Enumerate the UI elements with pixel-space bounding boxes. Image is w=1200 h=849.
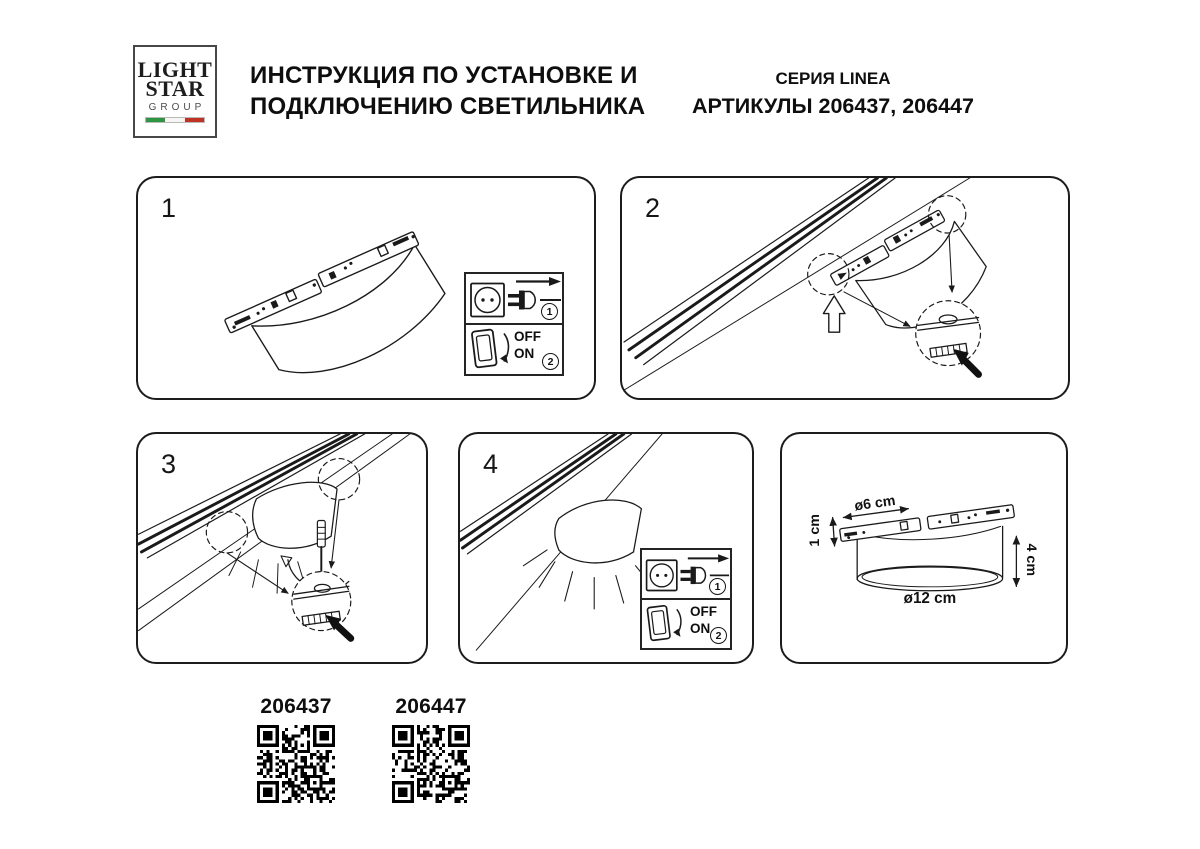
detail-highlight-circle-right bbox=[318, 459, 359, 500]
flag-red-stripe bbox=[185, 118, 204, 122]
qr-code-image bbox=[392, 725, 470, 803]
light-rays bbox=[229, 552, 306, 593]
logo-group-text: GROUP bbox=[148, 102, 206, 113]
italy-flag bbox=[145, 117, 205, 123]
adapter-height-arrow bbox=[833, 518, 835, 547]
locking-screw-drawing bbox=[138, 434, 426, 662]
page-title-line1: ИНСТРУКЦИЯ ПО УСТАНОВКЕ И bbox=[250, 62, 638, 89]
qr-article-label: 206437 bbox=[260, 695, 332, 718]
step-circle-2: 2 bbox=[710, 627, 727, 644]
step-circle-1: 1 bbox=[709, 578, 726, 595]
step-number: 4 bbox=[483, 449, 499, 479]
flag-green-stripe bbox=[146, 118, 165, 122]
push-up-arrow-icon bbox=[823, 296, 845, 332]
logo-light-text: LIGHT bbox=[137, 57, 213, 82]
step-circle-1: 1 bbox=[541, 303, 558, 320]
step-number: 3 bbox=[161, 449, 177, 479]
flag-white-stripe bbox=[165, 118, 184, 122]
page-title-line2: ПОДКЛЮЧЕНИЮ СВЕТИЛЬНИКА bbox=[250, 93, 646, 120]
off-label: OFF bbox=[514, 329, 541, 344]
qr-article-label: 206447 bbox=[395, 695, 467, 718]
series-label: СЕРИЯ LINEA bbox=[775, 69, 891, 88]
step-4-panel bbox=[458, 432, 754, 664]
dim-body-height-label: 4 cm bbox=[1023, 543, 1040, 577]
dim-body-diameter-label: ø12 cm bbox=[903, 590, 957, 608]
on-label: ON bbox=[690, 621, 711, 636]
step-number: 2 bbox=[645, 193, 661, 223]
dimensions-panel bbox=[780, 432, 1068, 664]
off-label: OFF bbox=[690, 604, 717, 619]
switch-on-instruction bbox=[642, 600, 730, 648]
logo-star-text: STAR bbox=[145, 76, 205, 101]
dim-adapter-width-label: ø6 cm bbox=[853, 492, 897, 515]
step-circle-2: 2 bbox=[542, 353, 559, 370]
switch-off-instruction bbox=[466, 325, 562, 374]
step-number: 1 bbox=[161, 193, 177, 223]
dimensions-drawing bbox=[782, 434, 1066, 662]
page-title bbox=[250, 60, 645, 122]
luminaire-body bbox=[555, 500, 642, 563]
lightstar-logo bbox=[133, 45, 217, 138]
on-label: ON bbox=[514, 346, 535, 361]
power-on-inset bbox=[640, 548, 732, 650]
step-2-panel bbox=[620, 176, 1070, 400]
track-mounting-drawing bbox=[622, 178, 1068, 398]
dim-adapter-height-label: 1 cm bbox=[806, 514, 823, 547]
qr-code-image bbox=[257, 725, 335, 803]
step-3-panel bbox=[136, 432, 428, 664]
power-off-inset bbox=[464, 272, 564, 376]
detail-highlight-circle-left bbox=[206, 512, 247, 553]
ceiling-track bbox=[624, 178, 970, 390]
connector-detail-zoom bbox=[292, 572, 351, 631]
plug-in-instruction bbox=[642, 550, 730, 600]
unplug-instruction bbox=[466, 274, 562, 325]
connector-detail-zoom bbox=[916, 301, 981, 366]
articles-label: АРТИКУЛЫ 206437, 206447 bbox=[692, 94, 974, 118]
qr-block-right bbox=[388, 695, 474, 808]
qr-block-left bbox=[253, 695, 339, 808]
